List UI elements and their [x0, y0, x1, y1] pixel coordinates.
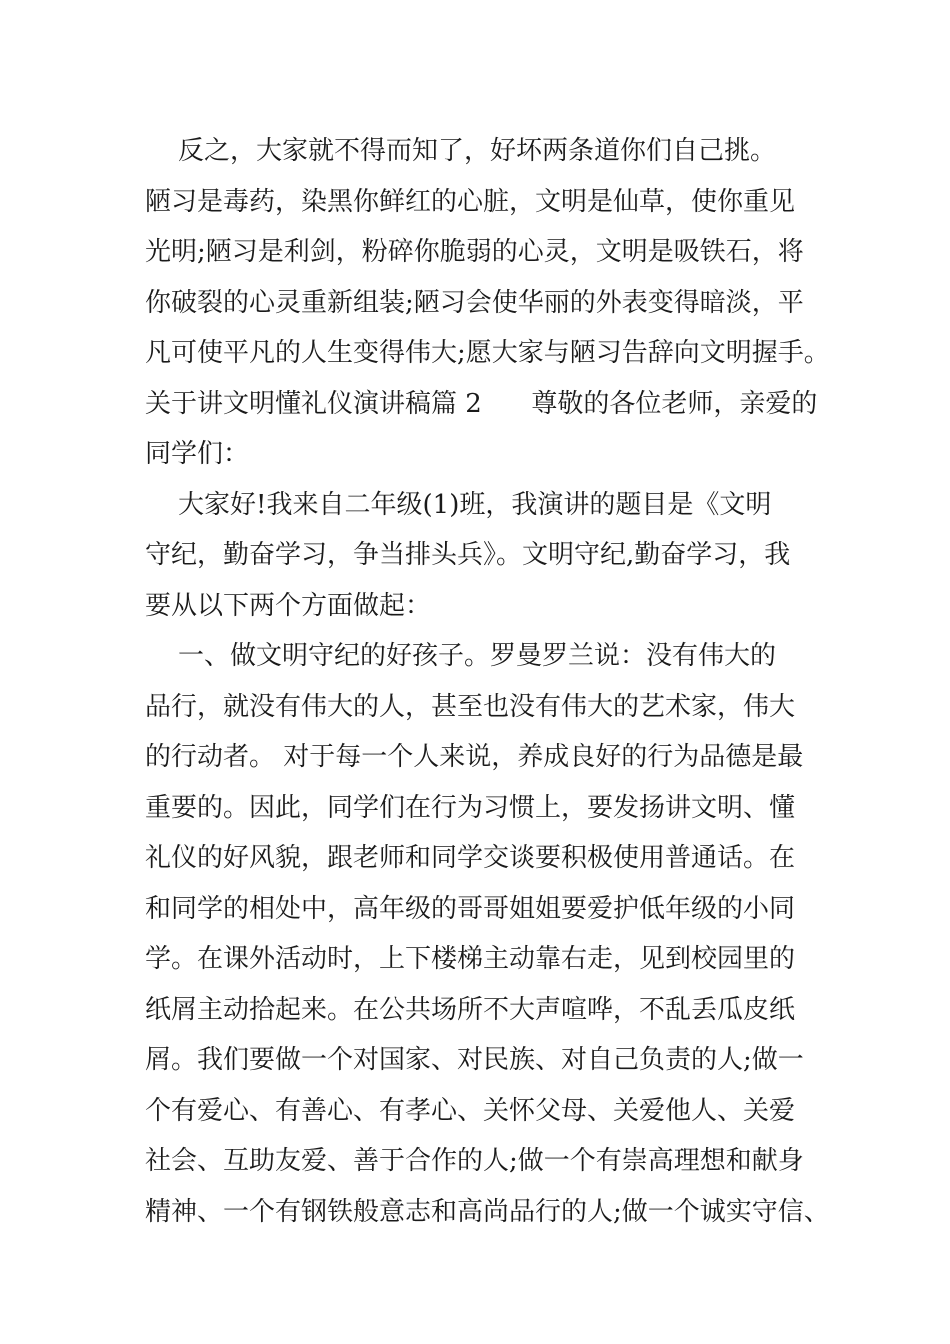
text-line: 个有爱心、有善心、有孝心、关怀父母、关爱他人、关爱 — [145, 1095, 796, 1126]
text-line: 一、做文明守纪的好孩子。罗曼罗兰说：没有伟大的 — [145, 641, 777, 671]
text-line: 要从以下两个方面做起： — [145, 590, 432, 621]
text-line: 凡可使平凡的人生变得伟大;愿大家与陋习告辞向文明握手。 — [145, 338, 830, 368]
section-heading-line: 关于讲文明懂礼仪演讲稿篇 2 尊敬的各位老师，亲爱的 — [145, 388, 818, 419]
text-line: 精神、一个有钢铁般意志和高尚品行的人;做一个诚实守信、 — [145, 1196, 830, 1227]
text-line: 礼仪的好风貌，跟老师和同学交谈要积极使用普通话。在 — [145, 843, 796, 873]
text-line: 学。在课外活动时，上下楼梯主动靠右走，见到校园里的 — [145, 944, 796, 974]
text-line: 社会、互助友爱、善于合作的人;做一个有崇高理想和献身 — [145, 1146, 804, 1176]
text-line: 光明;陋习是利剑，粉碎你脆弱的心灵，文明是吸铁石，将 — [145, 237, 804, 267]
text-line: 品行，就没有伟大的人，甚至也没有伟大的艺术家，伟大 — [145, 691, 796, 722]
text-line: 重要的。因此，同学们在行为习惯上，要发扬讲文明、懂 — [145, 792, 796, 823]
text-line: 纸屑主动拾起来。在公共场所不大声喧哗，不乱丢瓜皮纸 — [145, 994, 796, 1025]
text-line: 屑。我们要做一个对国家、对民族、对自己负责的人;做一 — [145, 1045, 804, 1075]
text-line: 和同学的相处中，高年级的哥哥姐姐要爱护低年级的小同 — [145, 893, 796, 924]
speech-text-body — [145, 126, 845, 1237]
text-line: 大家好!我来自二年级(1)班，我演讲的题目是《文明 — [145, 489, 772, 520]
text-line: 陋习是毒药，染黑你鲜红的心脏，文明是仙草，使你重见 — [145, 186, 796, 217]
text-line: 的行动者。 对于每一个人来说，养成良好的行为品德是最 — [145, 742, 804, 772]
text-line: 同学们： — [145, 439, 250, 469]
text-line: 你破裂的心灵重新组装;陋习会使华丽的外表变得暗淡，平 — [145, 287, 804, 318]
text-line: 反之，大家就不得而知了，好坏两条道你们自己挑。 — [145, 136, 777, 166]
text-line: 守纪，勤奋学习，争当排头兵》。文明守纪,勤奋学习，我 — [145, 540, 791, 570]
